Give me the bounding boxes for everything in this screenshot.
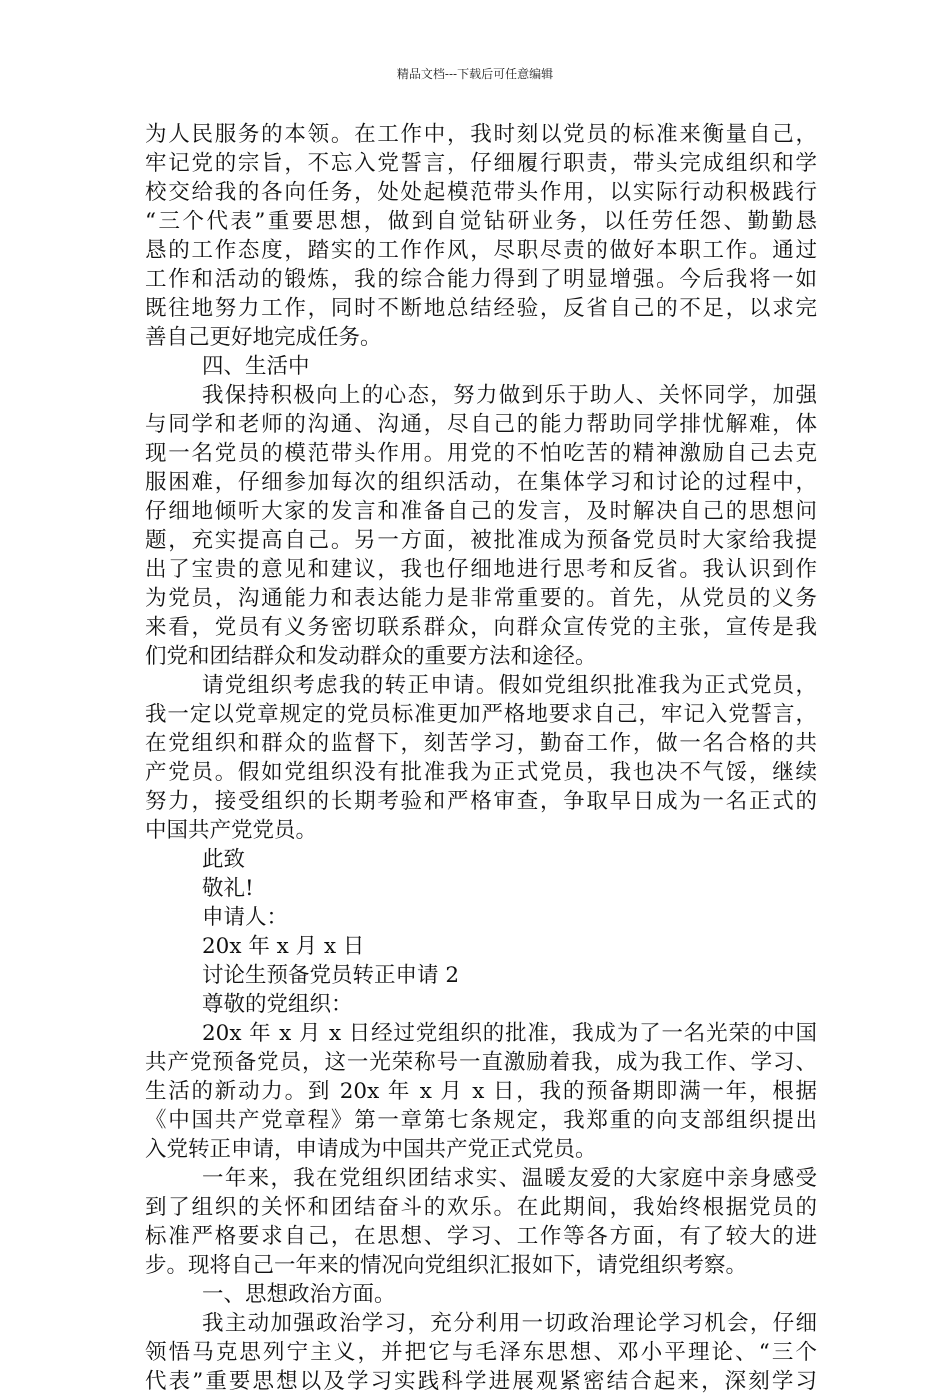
document-body [145,120,817,1396]
text-line: 我一定以党章规定的党员标准更加严格地要求自己，牢记入党誓言， [145,702,817,727]
text-line: 既往地努力工作，同时不断地总结经验，反省自己的不足，以求完 [145,296,817,321]
text-line: 与同学和老师的沟通、沟通，尽自己的能力帮助同学排忧解难，体 [145,412,817,437]
text-line: 敬礼! [202,876,254,901]
text-line: 我保持积极向上的心态，努力做到乐于助人、关怀同学，加强 [202,383,817,408]
text-line: 题，充实提高自己。另一方面，被批准成为预备党员时大家给我提 [145,528,817,553]
text-line: 标准严格要求自己，在思想、学习、工作等各方面，有了较大的进 [145,1224,817,1249]
text-line: 中国共产党党员。 [145,818,318,843]
text-line: 校交给我的各向任务，处处起模范带头作用，以实际行动积极践行 [145,180,817,205]
text-line: 工作和活动的锻炼，我的综合能力得到了明显增强。今后我将一如 [145,267,817,292]
text-line: 生活的新动力。到 20x 年 x 月 x 日，我的预备期即满一年，根据 [145,1079,817,1104]
text-line: 们党和团结群众和发动群众的重要方法和途径。 [145,644,597,669]
text-line: 申请人： [202,905,289,930]
text-line: 讨论生预备党员转正申请 2 [202,963,460,988]
text-line: 步。现将自己一年来的情况向党组织汇报如下，请党组织考察。 [145,1253,748,1278]
text-line: 现一名党员的模范带头作用。用党的不怕吃苦的精神激励自己去克 [145,441,817,466]
text-line: 此致 [202,847,246,872]
page-header: 精品文档---下载后可任意编辑 [396,67,554,81]
text-line: 请党组织考虑我的转正申请。假如党组织批准我为正式党员， [202,673,817,698]
text-line: 产党员。假如党组织没有批准我为正式党员，我也决不气馁，继续 [145,760,817,785]
text-line: 恳的工作态度，踏实的工作作风，尽职尽责的做好本职工作。通过 [145,238,817,263]
text-line: 《中国共产党章程》第一章第七条规定，我郑重的向支部组织提出 [145,1108,817,1133]
text-line: 为党员，沟通能力和表达能力是非常重要的。首先，从党员的义务 [145,586,817,611]
text-line: 一年来，我在党组织团结求实、温暖友爱的大家庭中亲身感受 [202,1166,817,1191]
text-line: 服困难，仔细参加每次的组织活动，在集体学习和讨论的过程中， [145,470,817,495]
text-line: 一、思想政治方面。 [202,1282,396,1307]
text-line: 代表”重要思想以及学习实践科学进展观紧密结合起来，深刻学习 [145,1369,817,1394]
text-line: 努力，接受组织的长期考验和严格审查，争取早日成为一名正式的 [145,789,817,814]
text-line: “三个代表”重要思想，做到自觉钻研业务，以任劳任怨、勤勤恳 [145,209,817,234]
text-line: 牢记党的宗旨，不忘入党誓言，仔细履行职责，带头完成组织和学 [145,151,817,176]
text-line: 四、生活中 [202,354,310,379]
text-line: 20x 年 x 月 x 日经过党组织的批准，我成为了一名光荣的中国 [202,1021,817,1046]
text-line: 到了组织的关怀和团结奋斗的欢乐。在此期间，我始终根据党员的 [145,1195,817,1220]
text-line: 善自己更好地完成任务。 [145,325,382,350]
text-line: 出了宝贵的意见和建议，我也仔细地进行思考和反省。我认识到作 [145,557,817,582]
text-line: 共产党预备党员，这一光荣称号一直激励着我，成为我工作、学习、 [145,1050,817,1075]
text-line: 我主动加强政治学习，充分利用一切政治理论学习机会，仔细 [202,1311,817,1336]
text-line: 入党转正申请，申请成为中国共产党正式党员。 [145,1137,597,1162]
text-line: 领悟马克思列宁主义，并把它与毛泽东思想、邓小平理论、“三个 [145,1340,817,1365]
text-line: 为人民服务的本领。在工作中，我时刻以党员的标准来衡量自己， [145,122,817,147]
text-line: 尊敬的党组织： [202,992,353,1017]
text-line: 20x 年 x 月 x 日 [202,934,365,959]
text-line: 来看，党员有义务密切联系群众，向群众宣传党的主张，宣传是我 [145,615,817,640]
text-line: 在党组织和群众的监督下，刻苦学习，勤奋工作，做一名合格的共 [145,731,817,756]
text-line: 仔细地倾听大家的发言和准备自己的发言，及时解决自己的思想问 [145,499,817,524]
